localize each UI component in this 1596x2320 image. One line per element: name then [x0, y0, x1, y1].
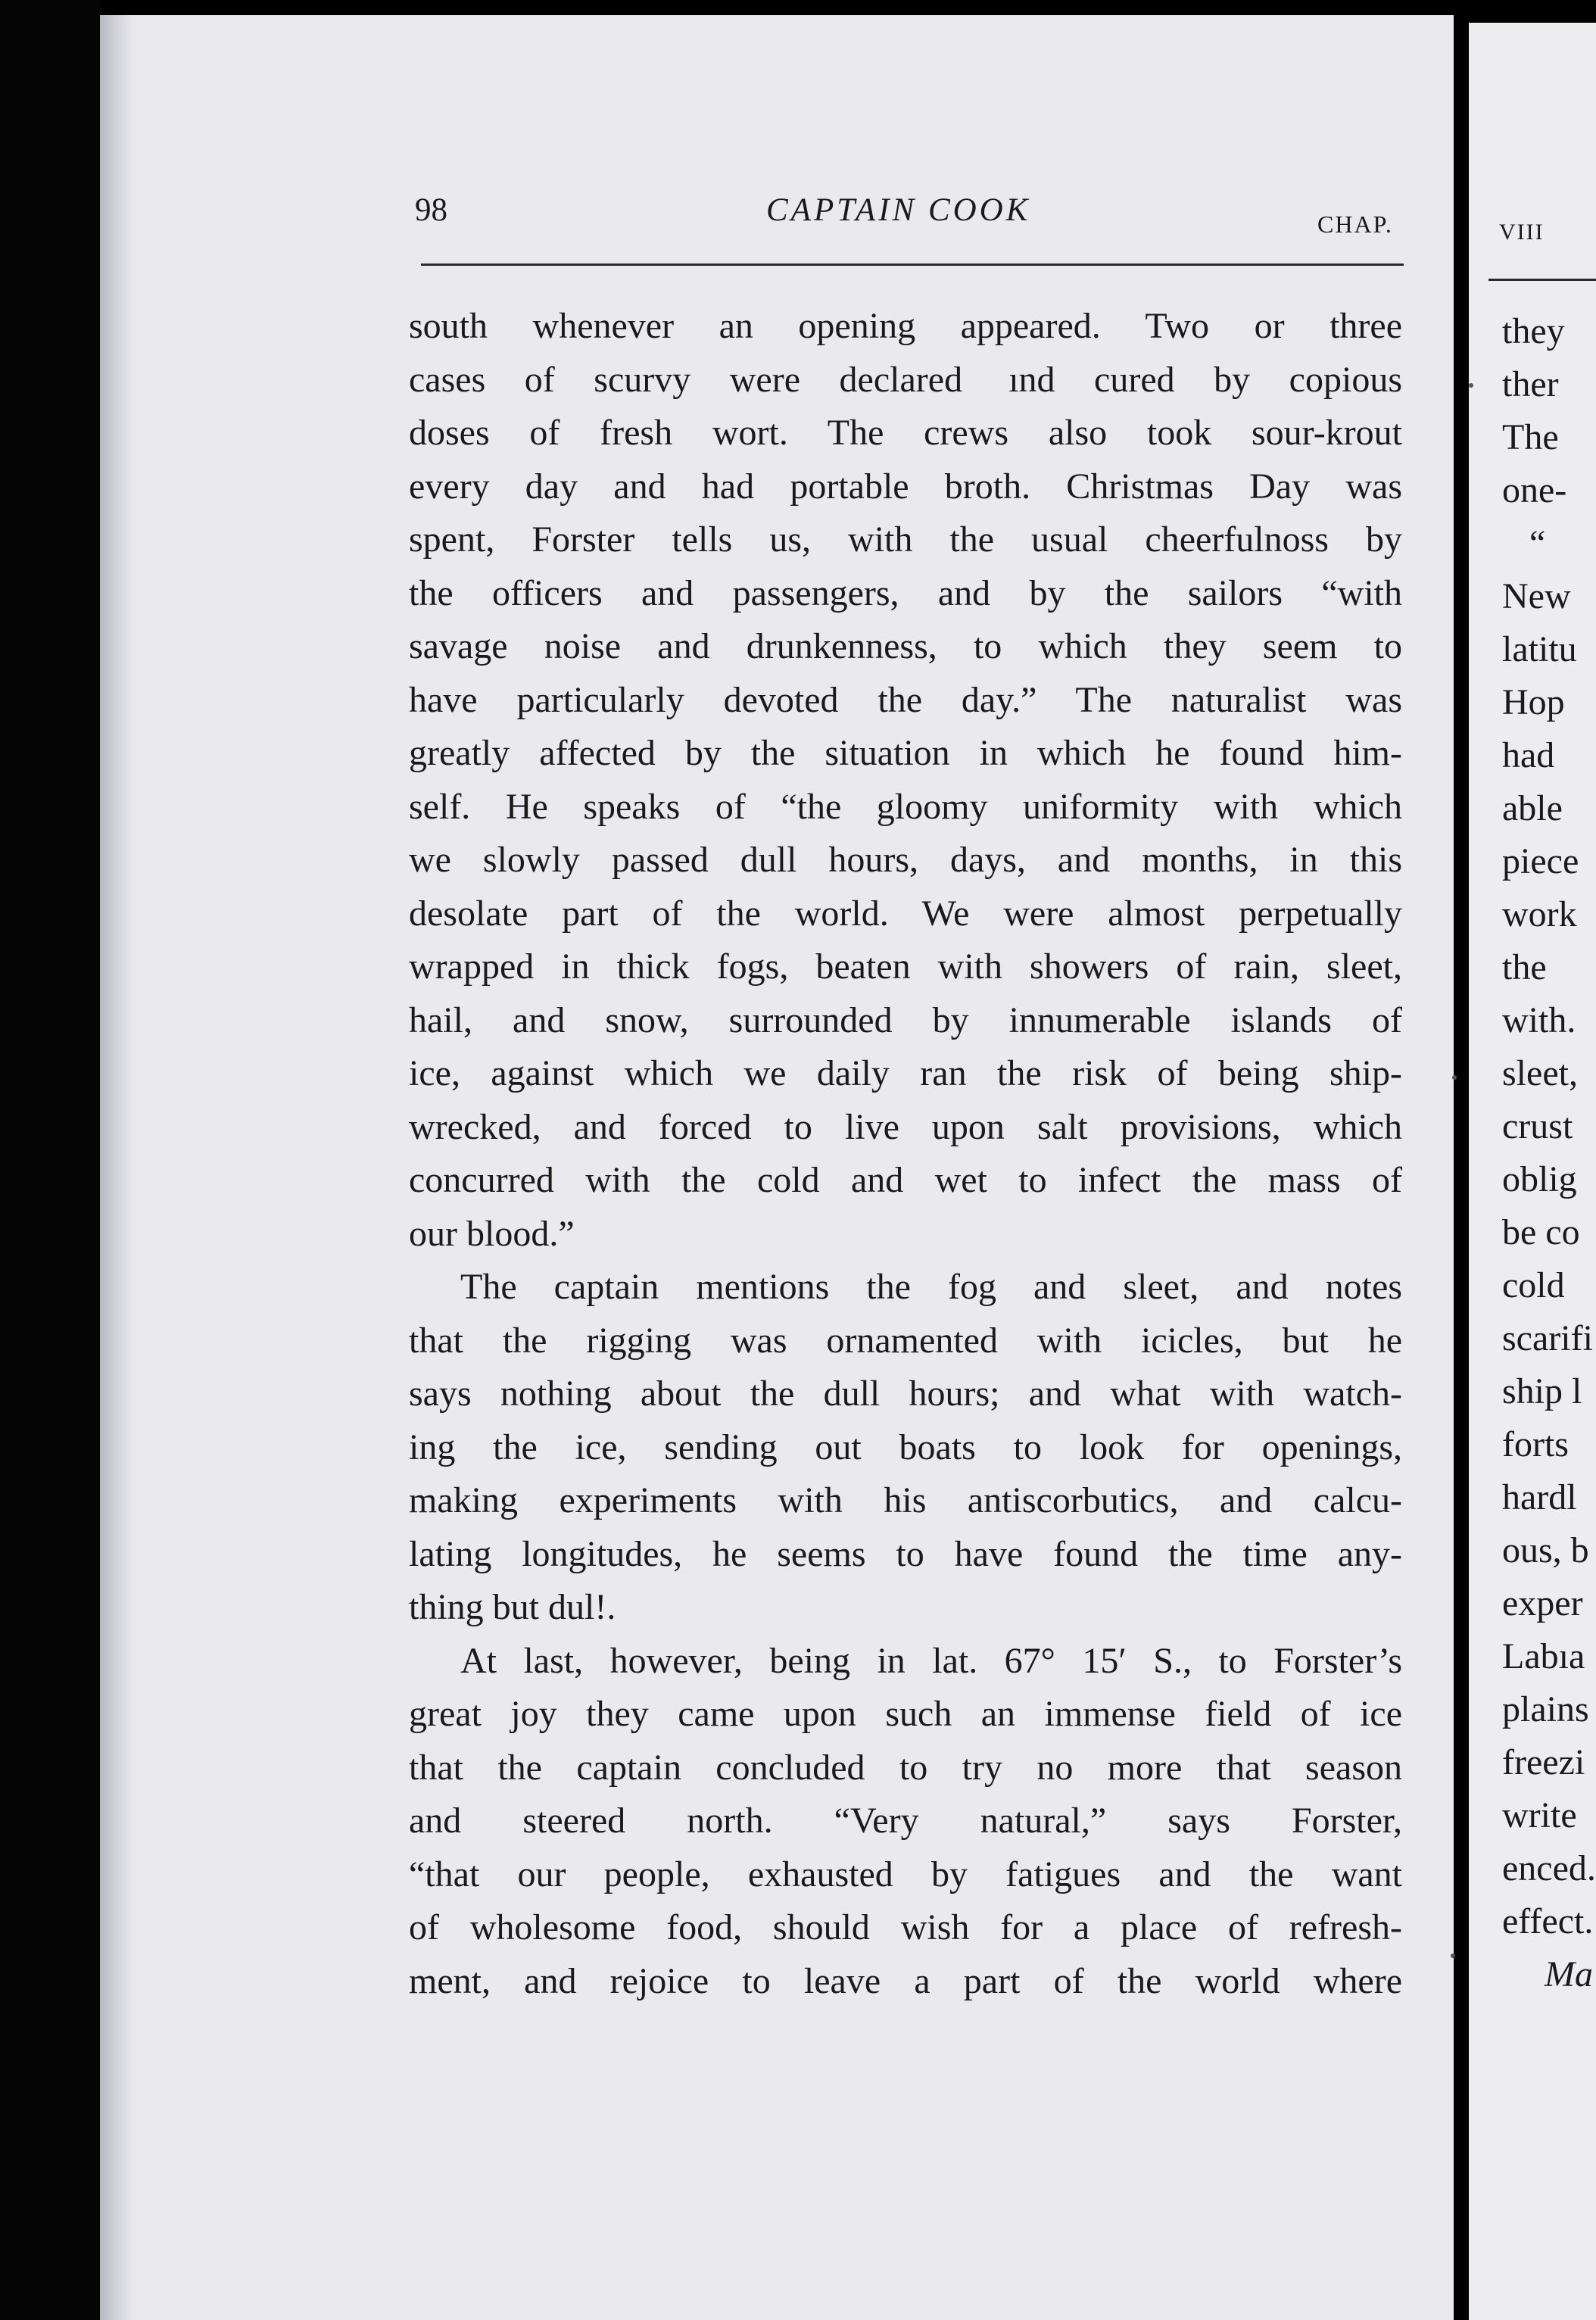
right-chapter-label: VIII [1499, 220, 1545, 245]
right-text-line: plains [1502, 1689, 1589, 1729]
text-line: savage noise and drunkenness, to which they seem to [409, 626, 1402, 666]
right-text-line: “ [1529, 523, 1546, 563]
text-line: thing but dul!. [409, 1587, 616, 1627]
text-line: ing the ice, sending out boats to look for openings, [409, 1427, 1402, 1467]
page-gutter [1454, 0, 1469, 2320]
right-page-speck [1452, 1075, 1457, 1080]
text-line: The captain mentions the fog and sleet, and notes [460, 1267, 1402, 1307]
right-text-line: write [1502, 1795, 1577, 1835]
text-line: have particularly devoted the day.” The naturalist was [409, 679, 1402, 720]
right-text-line: ship l [1502, 1371, 1582, 1411]
right-text-line: cold [1502, 1265, 1565, 1305]
right-text-line: be co [1502, 1212, 1580, 1252]
text-line: our blood.” [409, 1213, 575, 1254]
right-page-speck [1469, 383, 1473, 388]
text-line: cases of scurvy were declared ınd cured by copious [409, 359, 1402, 400]
text-line: that the rigging was ornamented with icicles, but he [409, 1320, 1402, 1361]
right-text-line: oblig [1502, 1159, 1577, 1199]
right-text-line: with. [1502, 1000, 1576, 1040]
header-rule [421, 263, 1404, 266]
right-text-line: piece [1502, 841, 1579, 881]
running-title: CAPTAIN COOK [766, 192, 1031, 228]
body-text [409, 300, 1402, 2008]
right-text-line: New [1502, 576, 1571, 616]
text-line: hail, and snow, surrounded by innumerable islands of [409, 999, 1402, 1040]
right-text-line: ther [1502, 364, 1559, 404]
text-line: ment, and rejoice to leave a part of the world where [409, 1960, 1402, 2001]
right-text-line: able [1502, 788, 1563, 828]
text-line: self. He speaks of “the gloomy uniformity with which [409, 786, 1402, 827]
text-line: spent, Forster tells us, with the usual cheerfulnoss by [409, 519, 1402, 560]
text-line: concurred with the cold and wet to infect the mass of [409, 1160, 1402, 1200]
text-line: At last, however, being in lat. 67° 15′ S., to Forster’s [460, 1640, 1402, 1681]
right-text-line: scarifi [1502, 1318, 1593, 1358]
right-text-line: had [1502, 735, 1555, 775]
right-text-line: enced. [1502, 1848, 1596, 1888]
right-text-line: hardl [1502, 1477, 1577, 1517]
text-line: says nothing about the dull hours; and what with watch- [409, 1374, 1402, 1414]
right-text-line: one- [1502, 470, 1567, 510]
right-text-line: Labıa [1502, 1636, 1585, 1676]
right-text-line: Ma [1545, 1954, 1593, 1994]
right-text-line: the [1502, 947, 1547, 987]
right-text-line: work [1502, 894, 1577, 934]
text-line: lating longitudes, he seems to have found the time any- [409, 1533, 1402, 1574]
text-line: desolate part of the world. We were almost perpetually [409, 893, 1402, 934]
text-line: wrecked, and forced to live upon salt provisions, which [409, 1106, 1402, 1147]
right-text-line: crust [1502, 1106, 1573, 1146]
right-page-speck [1451, 1954, 1455, 1958]
text-line: great joy they came upon such an immense field of ice [409, 1694, 1402, 1734]
text-line: doses of fresh wort. The crews also took sour-krout [409, 413, 1402, 453]
right-text-line: ous, b [1502, 1530, 1589, 1570]
page-number: 98 [415, 192, 447, 228]
text-line: making experiments with his antiscorbutics, and calcu- [409, 1480, 1402, 1520]
text-line: every day and had portable broth. Christmas Day was [409, 466, 1402, 507]
text-line: of wholesome food, should wish for a place of refresh- [409, 1907, 1402, 1947]
text-line: we slowly passed dull hours, days, and months, in this [409, 840, 1402, 880]
right-text-line: The [1502, 417, 1559, 457]
text-line: wrapped in thick fogs, beaten with showers of rain, sleet, [409, 946, 1402, 987]
text-line: south whenever an opening appeared. Two or three [409, 306, 1402, 346]
left-page-binding-shadow [100, 15, 135, 2320]
text-line: “that our people, exhausted by fatigues and the want [409, 1854, 1402, 1894]
text-line: ice, against which we daily ran the risk of being ship- [409, 1053, 1402, 1093]
scan-background-left [0, 0, 100, 2320]
right-text-line: exper [1502, 1583, 1583, 1623]
right-text-line: freezi [1502, 1742, 1585, 1782]
text-line: and steered north. “Very natural,” says Forster, [409, 1801, 1402, 1841]
text-line: that the captain concluded to try no more that season [409, 1747, 1402, 1788]
right-text-line: Hop [1502, 682, 1565, 722]
right-header-rule [1488, 279, 1596, 281]
text-line: the officers and passengers, and by the sailors “with [409, 572, 1402, 613]
right-text-line: forts [1502, 1424, 1569, 1464]
right-text-line: they [1502, 311, 1565, 351]
right-text-line: effect. [1502, 1901, 1594, 1941]
right-text-line: sleet, [1502, 1053, 1578, 1093]
chapter-label: CHAP. [1317, 210, 1393, 238]
text-line: greatly affected by the situation in which he found him- [409, 733, 1402, 773]
right-text-line: latitu [1502, 629, 1577, 669]
